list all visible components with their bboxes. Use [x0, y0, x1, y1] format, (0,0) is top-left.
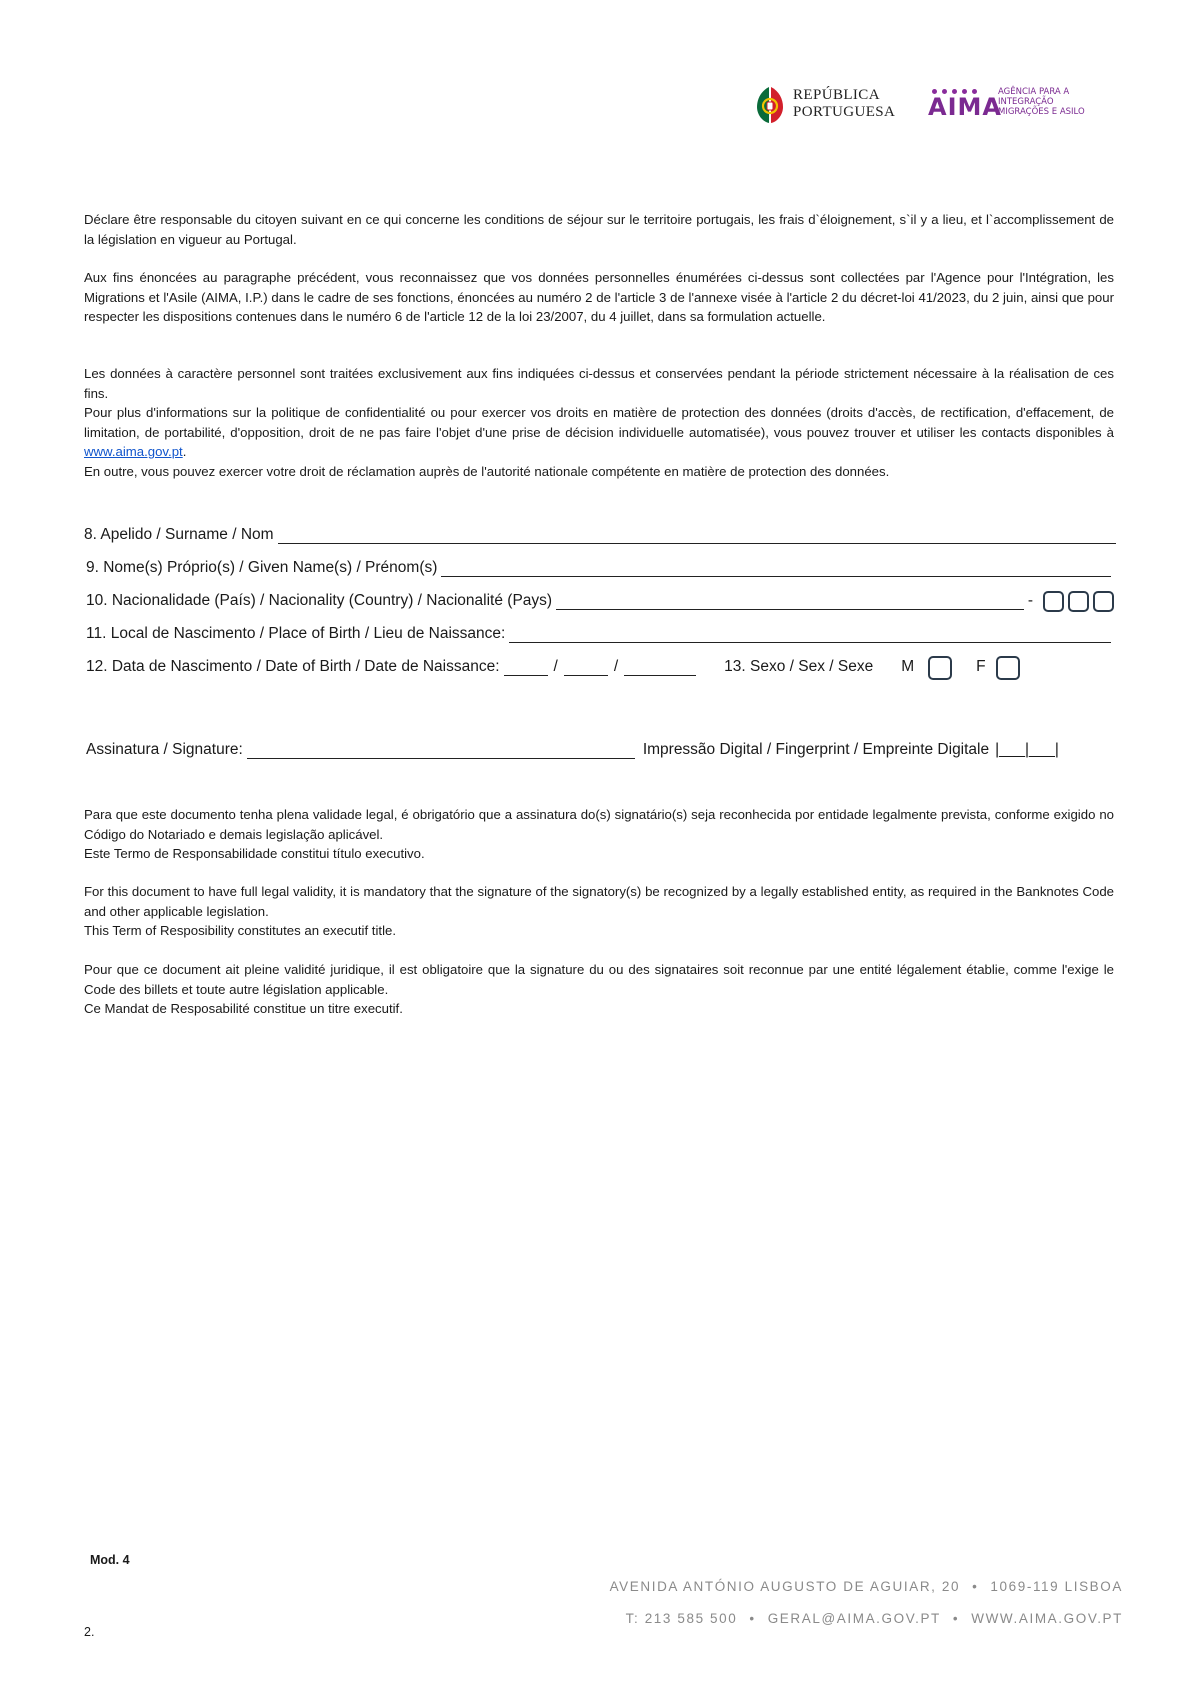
- nationality-code-box[interactable]: [1093, 591, 1114, 612]
- model-number: Mod. 4: [90, 1553, 130, 1567]
- birth-place-field[interactable]: 11. Local de Nascimento / Place of Birth / Lieu de Naissance:: [86, 619, 1111, 643]
- sex-label: 13. Sexo / Sex / Sexe: [724, 658, 874, 675]
- fingerprint-label: Impressão Digital / Fingerprint / Empreinte Digitale: [642, 741, 990, 758]
- aima-website-link[interactable]: www.aima.gov.pt: [84, 444, 183, 459]
- republica-portuguesa-text: REPÚBLICA PORTUGUESA: [793, 87, 896, 120]
- footer-address-line: AVENIDA ANTÓNIO AUGUSTO DE AGUIAR, 20 • 1069-119 LISBOA: [609, 1579, 1123, 1594]
- sex-m-checkbox[interactable]: [928, 656, 952, 680]
- portugal-emblem-icon: [755, 85, 785, 125]
- privacy-info-text: Pour plus d'informations sur la politique de confidentialité ou pour exercer vos droits en matière de protection des données (droits d'accès, de rectification, d'effacement, de limitation, de portabilité, d'opposition, droit de ne pas faire l'objet d'une prise de décision individuelle automatisée), vous pouvez trouver et utiliser les contacts disponibles à www.aima.gov.pt.: [84, 405, 1114, 459]
- data-collection-paragraph: Aux fins énoncées au paragraphe précédent, vous reconnaissez que vos données personnelles énumérées ci-dessus sont collectées par l'Agence pour l'Intégration, les Migrations et l'Asile (AIMA, I.P.) dans le cadre de ses fonctions, énoncées au numéro 2 de l'article 3 de l'annexe visée à l'article 2 du décret-loi 41/2023, du 2 juin, ainsi que pour respecter les dispositions contenues dans le numéro 6 de l'article 12 de la loi 23/2007, du 4 juillet, dans sa formulation actuelle.: [84, 270, 1114, 324]
- birth-day-blank[interactable]: [504, 659, 548, 676]
- signature-row: Assinatura / Signature: Impressão Digital / Fingerprint / Empreinte Digitale |___|___|: [86, 741, 1059, 758]
- footer-contact-line: T: 213 585 500 • GERAL@AIMA.GOV.PT • WWW.AIMA.GOV.PT: [625, 1611, 1123, 1626]
- birth-date-sex-row: 12. Data de Nascimento / Date of Birth / Date de Naissance: / / 13. Sexo / Sex / Sexe M F: [86, 652, 1086, 676]
- aima-subtitle: AGÊNCIA PARA A INTEGRAÇÃO MIGRAÇÕES E ASILO: [998, 87, 1085, 117]
- footer-phone: T: 213 585 500: [625, 1611, 738, 1626]
- aima-logo: [928, 85, 1098, 125]
- nationality-blank[interactable]: [556, 593, 1024, 610]
- nationality-code-boxes: [1043, 591, 1114, 612]
- nationality-code-box[interactable]: [1068, 591, 1089, 612]
- page-number: 2.: [84, 1625, 95, 1639]
- sex-f-label: F: [976, 658, 986, 675]
- birth-month-blank[interactable]: [564, 659, 608, 676]
- legal-notice-fr: Pour que ce document ait pleine validité juridique, il est obligatoire que la signature du ou des signataires soit reconnue par une entité légalement établie, comme l'exige le Code des billets et toute autre législation applicable. Ce Mandat de Resposabilité constitue un titre executif.: [84, 962, 1114, 1016]
- nationality-field[interactable]: 10. Nacionalidade (País) / Nacionality (Country) / Nacionalité (Pays) -: [86, 586, 1114, 610]
- given-names-blank[interactable]: [441, 560, 1111, 577]
- footer-website[interactable]: WWW.AIMA.GOV.PT: [971, 1611, 1123, 1626]
- sex-f-checkbox[interactable]: [996, 656, 1020, 680]
- birth-year-blank[interactable]: [624, 659, 696, 676]
- signature-blank[interactable]: [247, 742, 635, 759]
- fingerprint-boxes[interactable]: |___|___|: [995, 741, 1059, 758]
- legal-notice-en: For this document to have full legal validity, it is mandatory that the signature of the signatory(s) be recognized by a legally established entity, as required in the Banknotes Code and other applicable legislation. This Term of Resposibility constitutes an executif title.: [84, 884, 1114, 938]
- declaration-paragraph: Déclare être responsable du citoyen suivant en ce qui concerne les conditions de séjour sur le territoire portugais, les frais d`éloignement, s`il y a lieu, et l`accomplissement de la législation en vigueur au Portugal.: [84, 212, 1114, 247]
- footer-email[interactable]: GERAL@AIMA.GOV.PT: [767, 1611, 941, 1626]
- legal-notice-pt: Para que este documento tenha plena validade legal, é obrigatório que a assinatura do(s) signatário(s) seja reconhecida por entidade legalmente prevista, conforme exigido no Código do Notariado e demais legislação aplicável. Este Termo de Responsabilidade constitui título executivo.: [84, 807, 1114, 861]
- aima-wordmark: AIMA: [928, 93, 1002, 121]
- birth-place-blank[interactable]: [509, 626, 1111, 643]
- surname-field[interactable]: 8. Apelido / Surname / Nom: [84, 520, 1116, 544]
- data-retention-text: Les données à caractère personnel sont traitées exclusivement aux fins indiquées ci-dessus et conservées pendant la période strictement nécessaire à la réalisation de ces fins.: [84, 366, 1114, 401]
- sex-m-label: M: [901, 658, 915, 675]
- republica-portuguesa-logo: [755, 85, 915, 127]
- given-names-field[interactable]: 9. Nome(s) Próprio(s) / Given Name(s) / Prénom(s): [86, 553, 1111, 577]
- complaint-right-text: En outre, vous pouvez exercer votre droit de réclamation auprès de l'autorité nationale compétente en matière de protection des données.: [84, 463, 890, 479]
- data-rights-block: [84, 364, 1114, 481]
- surname-blank[interactable]: [278, 527, 1116, 544]
- nationality-code-box[interactable]: [1043, 591, 1064, 612]
